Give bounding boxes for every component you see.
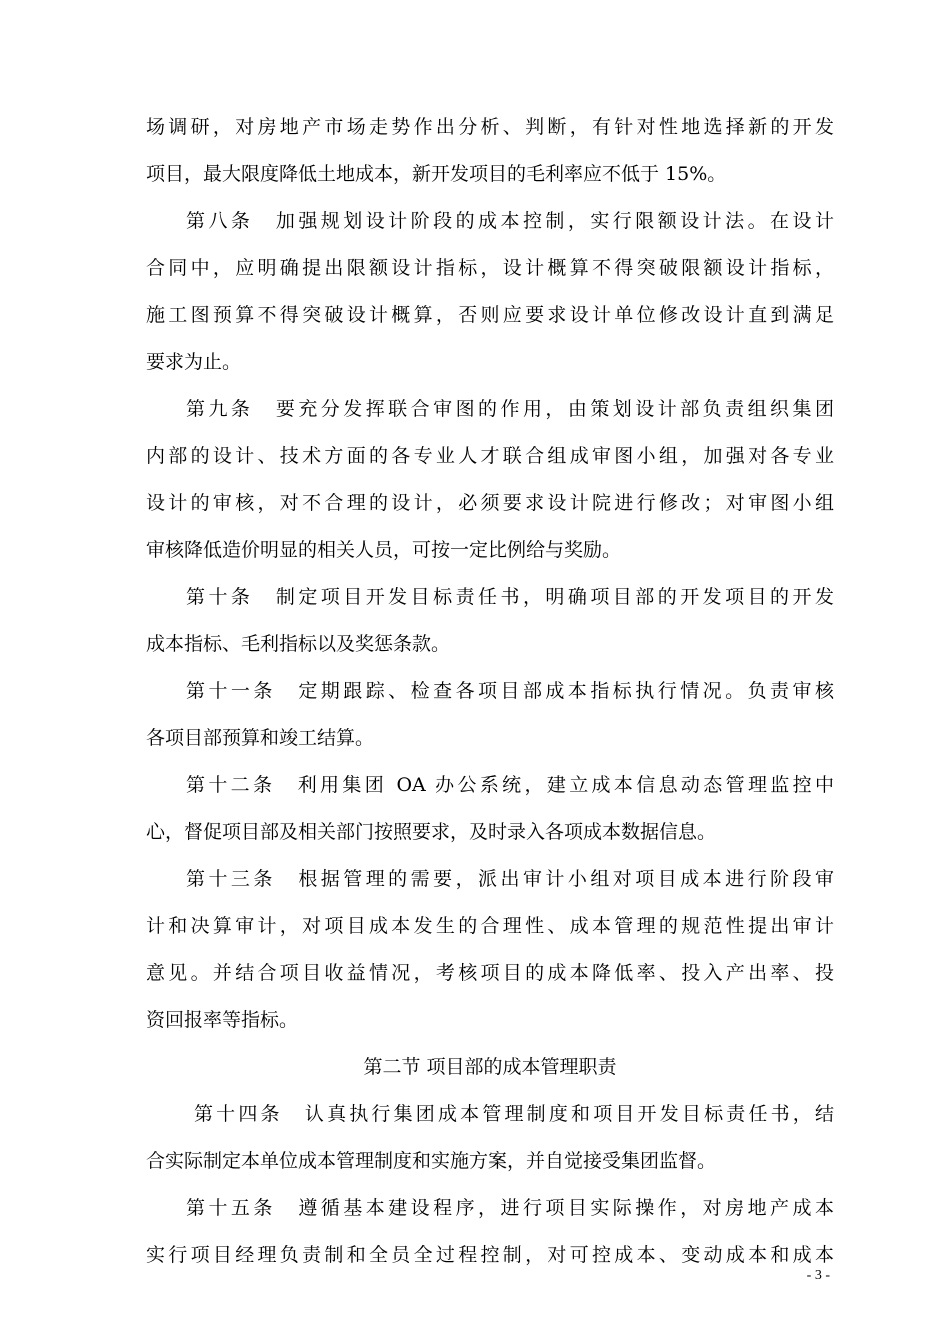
text-line: 场调研，对房地产市场走势作出分析、判断，有针对性地选择新的开发 <box>146 116 834 138</box>
text-line: 项目，最大限度降低土地成本，新开发项目的毛利率应不低于 15%。 <box>146 163 727 185</box>
text-line: 设计的审核，对不合理的设计，必须要求设计院进行修改；对审图小组 <box>146 492 834 514</box>
article-15-line: 第十五条 遵循基本建设程序，进行项目实际操作，对房地产成本 <box>186 1197 834 1219</box>
article-14-line: 第十四条 认真执行集团成本管理制度和项目开发目标责任书，结 <box>194 1103 834 1125</box>
text-line: 审核降低造价明显的相关人员，可按一定比例给与奖励。 <box>146 539 622 561</box>
article-10-line: 第十条 制定项目开发目标责任书，明确项目部的开发项目的开发 <box>186 586 834 608</box>
article-12-line: 第十二条 利用集团 OA 办公系统，建立成本信息动态管理监控中 <box>186 774 834 796</box>
article-9-line: 第九条 要充分发挥联合审图的作用，由策划设计部负责组织集团 <box>186 398 834 420</box>
section-heading: 第二节 项目部的成本管理职责 <box>363 1056 617 1078</box>
text-line: 计和决算审计，对项目成本发生的合理性、成本管理的规范性提出审计 <box>146 915 834 937</box>
text-line: 合同中，应明确提出限额设计指标，设计概算不得突破限额设计指标， <box>146 257 834 279</box>
text-line: 内部的设计、技术方面的各专业人才联合组成审图小组，加强对各专业 <box>146 445 834 467</box>
article-8-line: 第八条 加强规划设计阶段的成本控制，实行限额设计法。在设计 <box>186 210 834 232</box>
text-line: 要求为止。 <box>146 351 242 373</box>
text-line: 各项目部预算和竣工结算。 <box>146 727 375 749</box>
article-11-line: 第十一条 定期跟踪、检查各项目部成本指标执行情况。负责审核 <box>186 680 834 702</box>
text-line: 心，督促项目部及相关部门按照要求，及时录入各项成本数据信息。 <box>146 821 717 843</box>
text-line: 成本指标、毛利指标以及奖惩条款。 <box>146 633 451 655</box>
article-13-line: 第十三条 根据管理的需要，派出审计小组对项目成本进行阶段审 <box>186 868 834 890</box>
text-line: 意见。并结合项目收益情况，考核项目的成本降低率、投入产出率、投 <box>146 962 834 984</box>
page-number: - 3 - <box>806 1268 830 1283</box>
text-line: 合实际制定本单位成本管理制度和实施方案，并自觉接受集团监督。 <box>146 1150 717 1172</box>
text-line: 施工图预算不得突破设计概算，否则应要求设计单位修改设计直到满足 <box>146 304 834 326</box>
text-line: 实行项目经理负责制和全员全过程控制，对可控成本、变动成本和成本 <box>146 1244 834 1266</box>
text-line: 资回报率等指标。 <box>146 1009 299 1031</box>
